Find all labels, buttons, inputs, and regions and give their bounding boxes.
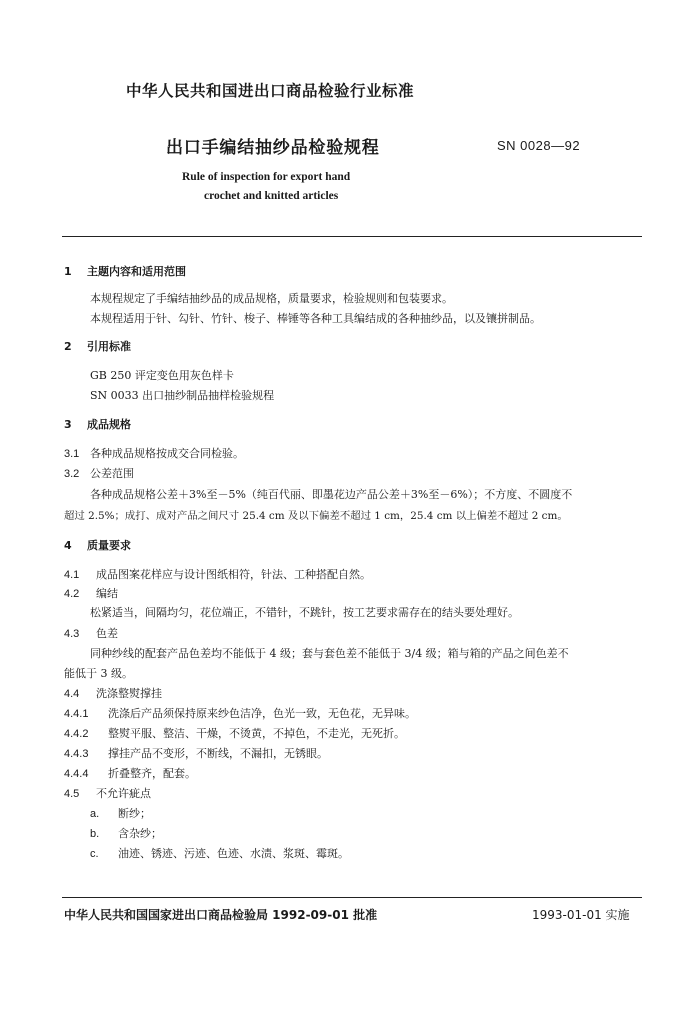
clause-4-5-text: 不允许疵点 (96, 787, 151, 800)
section-3-title: 成品规格 (87, 418, 131, 431)
clause-4-4-4 (64, 765, 196, 781)
clause-4-4-1-text: 洗涤后产品须保持原来纱色洁净，色光一致，无色花，无异味。 (108, 707, 416, 720)
reference-gb250: GB 250 评定变色用灰色样卡 (90, 369, 234, 382)
approval-line: 中华人民共和国国家进出口商品检验局 1992-09-01 批准 (64, 908, 378, 922)
section-4-heading (64, 537, 131, 553)
clause-3-1-text: 各种成品规格按成交合同检验。 (90, 447, 244, 460)
clause-4-4-3-text: 撑挂产品不变形，不断线，不漏扣，无锈眼。 (108, 747, 328, 760)
clause-4-5-number: 4.5 (64, 788, 80, 800)
clause-4-1 (64, 566, 371, 582)
defect-item-b (90, 825, 162, 841)
clause-4-4 (64, 685, 162, 701)
defect-a-label: a. (90, 808, 100, 820)
clause-4-2-text: 编结 (96, 587, 118, 600)
clause-4-4-1-number: 4.4.1 (64, 708, 89, 720)
clause-4-4-text: 洗涤整熨撑挂 (96, 687, 162, 700)
document-title: 出口手编结抽纱品检验规程 (166, 138, 380, 158)
footer-divider (62, 897, 642, 898)
clause-4-4-2-text: 整熨平服、整洁、干燥，不烫黄，不掉色，不走光，无死折。 (108, 727, 405, 740)
clause-4-4-2 (64, 725, 405, 741)
clause-4-2 (64, 585, 118, 601)
section-2-title: 引用标准 (87, 340, 131, 353)
clause-4-4-4-text: 折叠整齐，配套。 (108, 767, 196, 780)
clause-4-3 (64, 625, 118, 641)
section-2-heading (64, 338, 131, 354)
defect-item-a (90, 805, 151, 821)
clause-3-2-paragraph-line-2: 超过 2.5%；成打、成对产品之间尺寸 25.4 cm 及以下偏差不超过 1 cm，25.4 cm 以上偏差不超过 2 cm。 (64, 510, 568, 522)
section-2-number: 2 (64, 340, 72, 353)
section-1-number: 1 (64, 265, 72, 278)
clause-4-4-3 (64, 745, 328, 761)
defect-a-text: 断纱； (118, 807, 151, 820)
clause-4-4-3-number: 4.4.3 (64, 748, 89, 760)
clause-3-1 (64, 445, 244, 461)
english-title-line-1: Rule of inspection for export hand (182, 171, 351, 183)
section-1-paragraph-1: 本规程规定了手编结抽纱品的成品规格，质量要求，检验规则和包装要求。 (90, 292, 453, 305)
section-3-number: 3 (64, 418, 72, 431)
clause-4-3-text: 色差 (96, 627, 118, 640)
defect-b-text: 含杂纱； (118, 827, 162, 840)
section-1-paragraph-2: 本规程适用于针、勾针、竹针、梭子、棒锤等各种工具编结成的各种抽纱品，以及镶拼制品。 (90, 312, 541, 325)
reference-sn0033: SN 0033 出口抽纱制品抽样检验规程 (90, 389, 275, 402)
clause-4-2-number: 4.2 (64, 588, 80, 600)
section-4-title: 质量要求 (87, 539, 131, 552)
standard-category: 中华人民共和国进出口商品检验行业标准 (126, 82, 415, 100)
clause-4-4-1 (64, 705, 416, 721)
clause-4-1-number: 4.1 (64, 569, 80, 581)
clause-3-2-paragraph-line-1: 各种成品规格公差＋3%至－5%（纯百代丽、即墨花边产品公差＋3%至－6%）；不方度、不圆度不 (90, 488, 573, 501)
clause-3-2-number: 3.2 (64, 468, 80, 480)
clause-4-4-4-number: 4.4.4 (64, 768, 89, 780)
clause-4-3-number: 4.3 (64, 628, 80, 640)
clause-4-3-paragraph-line-2: 能低于 3 级。 (64, 667, 133, 680)
clause-4-1-text: 成品图案花样应与设计图纸相符，针法、工种搭配自然。 (96, 568, 371, 581)
defect-b-label: b. (90, 828, 100, 840)
clause-4-2-paragraph: 松紧适当，间隔均匀，花位端正，不错针，不跳针，按工艺要求需存在的结头要处理好。 (90, 606, 519, 619)
clause-4-4-2-number: 4.4.2 (64, 728, 89, 740)
section-3-heading (64, 416, 131, 432)
defect-item-c (90, 845, 349, 861)
header-divider (62, 236, 642, 237)
defect-c-label: c. (90, 848, 99, 860)
standard-code: SN 0028—92 (497, 138, 581, 153)
section-4-number: 4 (64, 539, 72, 552)
clause-4-5 (64, 785, 151, 801)
english-title-line-2: crochet and knitted articles (204, 190, 339, 202)
clause-3-1-number: 3.1 (64, 448, 80, 460)
clause-3-2 (64, 465, 134, 481)
section-1-heading (64, 263, 186, 279)
defect-c-text: 油迹、锈迹、污迹、色迹、水渍、浆斑、霉斑。 (118, 847, 349, 860)
effective-date: 1993-01-01 实施 (532, 908, 630, 922)
section-1-title: 主题内容和适用范围 (87, 265, 186, 278)
clause-4-3-paragraph-line-1: 同种纱线的配套产品色差均不能低于 4 级；套与套色差不能低于 3/4 级；箱与箱的产品之间色差不 (90, 647, 569, 660)
clause-4-4-number: 4.4 (64, 688, 80, 700)
clause-3-2-text: 公差范围 (90, 467, 134, 480)
